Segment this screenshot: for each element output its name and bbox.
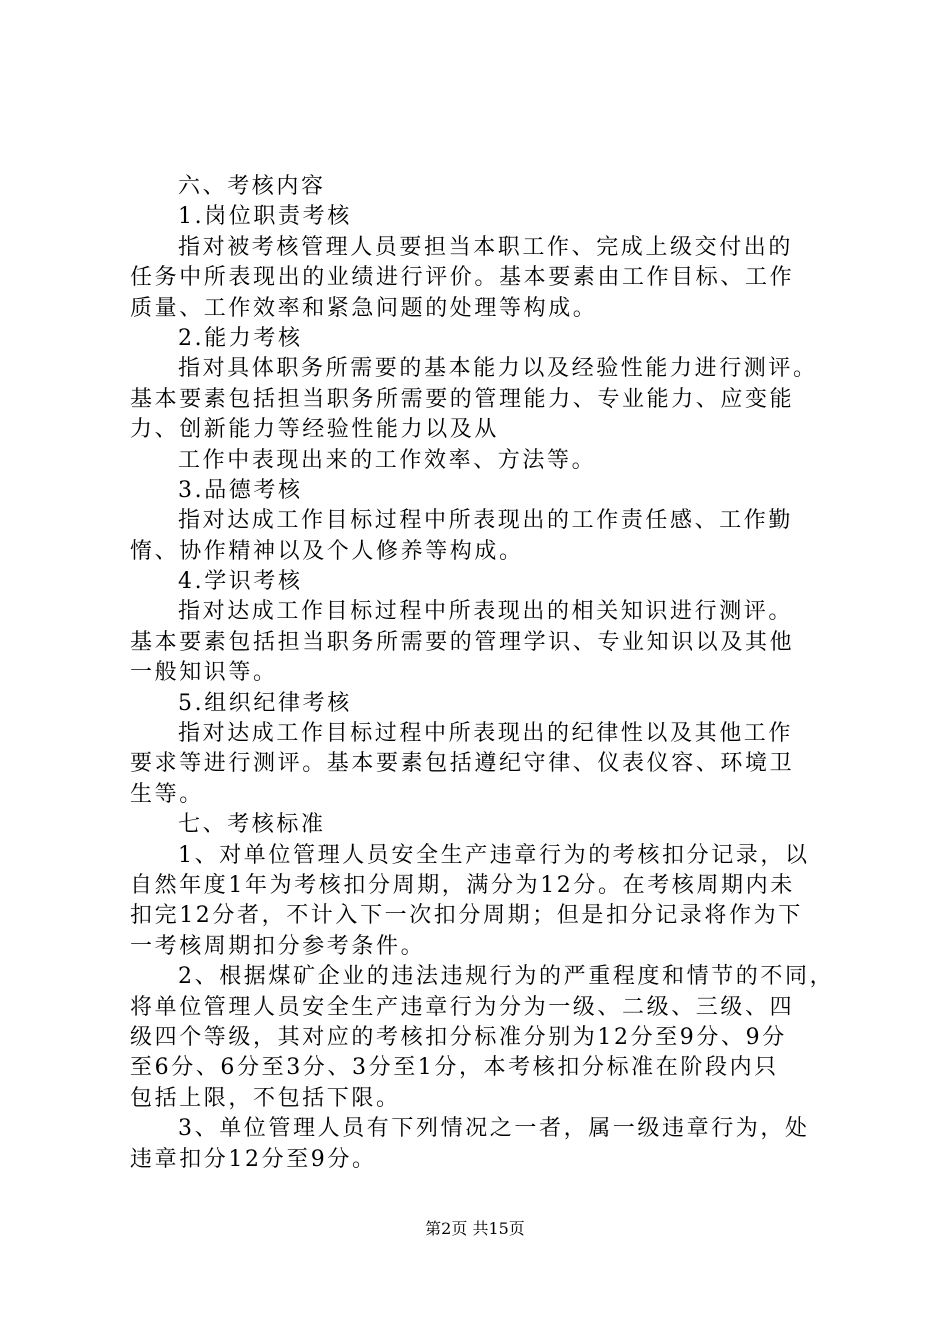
subsection-heading: 4.学识考核 bbox=[178, 569, 303, 595]
paragraph-line: 1、对单位管理人员安全生产违章行为的考核扣分记录，以 bbox=[178, 842, 810, 868]
paragraph-line: 扣完12分者，不计入下一次扣分周期；但是扣分记录将作为下 bbox=[130, 903, 803, 929]
paragraph-line: 包括上限，不包括下限。 bbox=[130, 1085, 401, 1111]
paragraph-line: 将单位管理人员安全生产违章行为分为一级、二级、三级、四 bbox=[130, 994, 795, 1020]
paragraph-line: 指对达成工作目标过程中所表现出的纪律性以及其他工作 bbox=[178, 721, 794, 747]
document-body bbox=[130, 172, 835, 1175]
subsection-heading: 3.品德考核 bbox=[178, 477, 303, 503]
paragraph-line: 惰、协作精神以及个人修养等构成。 bbox=[130, 538, 524, 564]
paragraph-line: 生等。 bbox=[130, 781, 204, 807]
subsection-heading: 5.组织纪律考核 bbox=[178, 690, 352, 716]
paragraph-line: 违章扣分12分至9分。 bbox=[130, 1146, 377, 1172]
paragraph-line: 2、根据煤矿企业的违法违规行为的严重程度和情节的不同， bbox=[178, 964, 835, 990]
paragraph-line: 自然年度1年为考核扣分周期，满分为12分。在考核周期内未 bbox=[130, 872, 795, 898]
paragraph-line: 力、创新能力等经验性能力以及从 bbox=[130, 417, 500, 443]
paragraph-line: 指对达成工作目标过程中所表现出的相关知识进行测评。 bbox=[178, 599, 794, 625]
paragraph-line: 3、单位管理人员有下列情况之一者，属一级违章行为，处 bbox=[178, 1116, 810, 1142]
paragraph-line: 指对达成工作目标过程中所表现出的工作责任感、工作勤 bbox=[178, 508, 794, 534]
paragraph-line: 一考核周期扣分参考条件。 bbox=[130, 933, 426, 959]
paragraph-line: 工作中表现出来的工作效率、方法等。 bbox=[178, 447, 597, 473]
paragraph-line: 一般知识等。 bbox=[130, 660, 278, 686]
paragraph-line: 基本要素包括担当职务所需要的管理能力、专业能力、应变能 bbox=[130, 386, 795, 412]
paragraph-line: 任务中所表现出的业绩进行评价。基本要素由工作目标、工作 bbox=[130, 265, 795, 291]
paragraph-line: 质量、工作效率和紧急问题的处理等构成。 bbox=[130, 295, 598, 321]
paragraph-line: 至6分、6分至3分、3分至1分，本考核扣分标准在阶段内只 bbox=[130, 1055, 779, 1081]
section-heading: 七、考核标准 bbox=[178, 812, 326, 838]
paragraph-line: 要求等进行测评。基本要素包括遵纪守律、仪表仪容、环境卫 bbox=[130, 751, 795, 777]
paragraph-line: 基本要素包括担当职务所需要的管理学识、专业知识以及其他 bbox=[130, 629, 795, 655]
subsection-heading: 1.岗位职责考核 bbox=[178, 204, 352, 230]
page-number-footer: 第2页 共15页 bbox=[425, 1219, 525, 1238]
subsection-heading: 2.能力考核 bbox=[178, 325, 303, 351]
paragraph-line: 指对具体职务所需要的基本能力以及经验性能力进行测评。 bbox=[178, 356, 818, 382]
paragraph-line: 指对被考核管理人员要担当本职工作、完成上级交付出的 bbox=[178, 234, 794, 260]
section-heading: 六、考核内容 bbox=[178, 174, 326, 199]
paragraph-line: 级四个等级，其对应的考核扣分标准分别为12分至9分、9分 bbox=[130, 1024, 787, 1050]
